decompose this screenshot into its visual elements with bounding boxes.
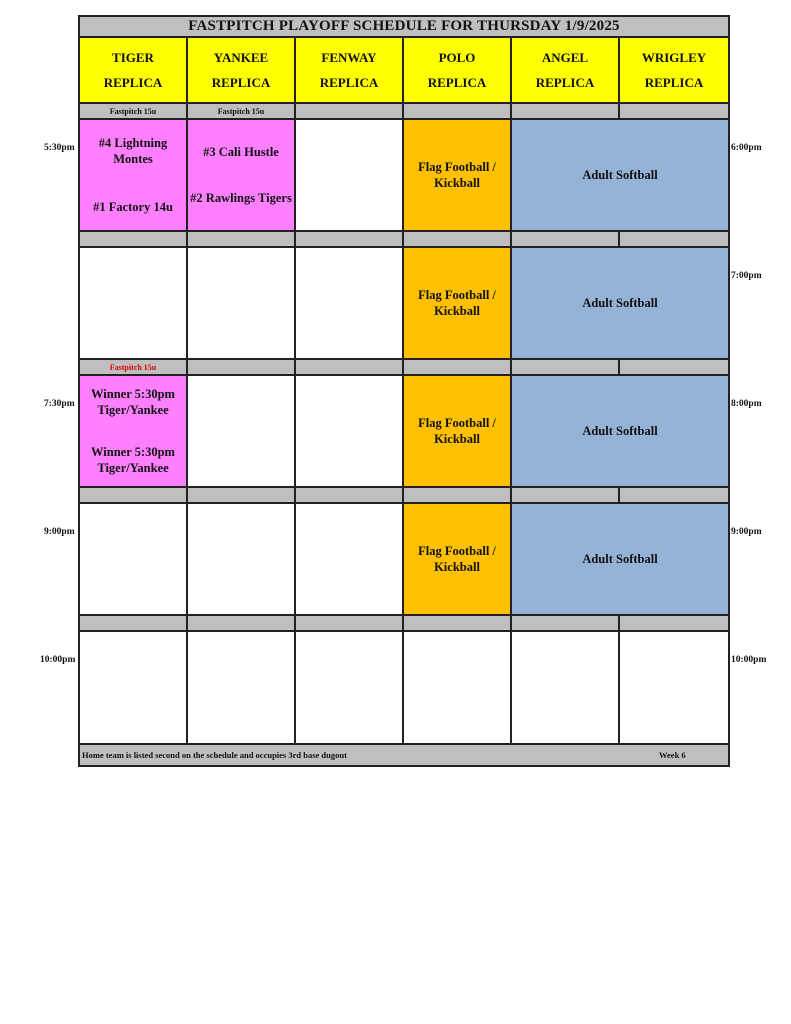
- flag-football-slot: Flag Football / Kickball: [404, 248, 512, 360]
- empty-slot: [188, 632, 296, 743]
- home-team: Winner 5:30pm Tiger/Yankee: [91, 445, 175, 475]
- schedule-title: FASTPITCH PLAYOFF SCHEDULE FOR THURSDAY 1/9/2025: [80, 17, 728, 38]
- division-label: Fastpitch 15u: [80, 360, 188, 376]
- flag-football-slot: Flag Football / Kickball: [404, 504, 512, 616]
- away-team: Winner 5:30pm Tiger/Yankee: [91, 387, 175, 417]
- flag-football-slot: Flag Football / Kickball: [404, 376, 512, 488]
- separator-cell: [188, 616, 296, 632]
- time-label-right: 6:00pm: [731, 143, 762, 153]
- division-label: Fastpitch 15u: [188, 104, 296, 120]
- separator-cell: [404, 616, 512, 632]
- home-team: #2 Rawlings Tigers: [190, 191, 292, 205]
- field-name: TIGER: [112, 49, 154, 65]
- separator-cell: [620, 232, 728, 248]
- separator-cell: [620, 104, 728, 120]
- division-label: Fastpitch 15u: [80, 104, 188, 120]
- field-name: FENWAY: [321, 49, 377, 65]
- separator-cell: [296, 488, 404, 504]
- away-team: #3 Cali Hustle: [203, 145, 279, 159]
- time-label-right: 7:00pm: [731, 271, 762, 281]
- separator-cell: [296, 616, 404, 632]
- field-name: YANKEE: [213, 49, 269, 65]
- separator-cell: [620, 488, 728, 504]
- separator-cell: [80, 232, 188, 248]
- empty-slot: [296, 504, 404, 616]
- empty-slot: [188, 248, 296, 360]
- separator-cell: [404, 488, 512, 504]
- separator-cell: [512, 360, 620, 376]
- empty-slot: [620, 632, 728, 743]
- separator-cell: [188, 488, 296, 504]
- empty-slot: [80, 248, 188, 360]
- separator-cell: [188, 360, 296, 376]
- field-header-yankee: [188, 38, 296, 104]
- empty-slot: [80, 632, 188, 743]
- field-name: ANGEL: [541, 49, 589, 65]
- field-sub: REPLICA: [319, 74, 379, 90]
- adult-softball-slot: Adult Softball: [512, 376, 728, 488]
- separator-cell: [296, 104, 404, 120]
- time-label-left: 9:00pm: [44, 527, 75, 537]
- field-sub: REPLICA: [644, 74, 704, 90]
- separator-cell: [404, 232, 512, 248]
- separator-cell: [188, 232, 296, 248]
- schedule-footer: [80, 743, 728, 765]
- home-team: #1 Factory 14u: [93, 200, 173, 214]
- field-header-polo: [404, 38, 512, 104]
- separator-cell: [296, 232, 404, 248]
- empty-slot: [80, 504, 188, 616]
- game-slot-yankee-530: [188, 120, 296, 232]
- footer-note: Home team is listed second on the schedule and occupies 3rd base dugout: [82, 750, 347, 760]
- footer-week: Week 6: [659, 750, 686, 760]
- adult-softball-slot: Adult Softball: [512, 120, 728, 232]
- time-label-right: 9:00pm: [731, 527, 762, 537]
- empty-slot: [296, 120, 404, 232]
- time-label-left: 7:30pm: [44, 399, 75, 409]
- empty-slot: [296, 632, 404, 743]
- empty-slot: [188, 504, 296, 616]
- empty-slot: [296, 248, 404, 360]
- time-label-right: 8:00pm: [731, 399, 762, 409]
- game-slot-tiger-730: [80, 376, 188, 488]
- field-header-wrigley: [620, 38, 728, 104]
- separator-cell: [512, 232, 620, 248]
- separator-cell: [512, 104, 620, 120]
- separator-cell: [404, 360, 512, 376]
- empty-slot: [296, 376, 404, 488]
- separator-cell: [512, 488, 620, 504]
- separator-cell: [512, 616, 620, 632]
- field-name: WRIGLEY: [641, 49, 707, 65]
- separator-cell: [620, 616, 728, 632]
- empty-slot: [512, 632, 620, 743]
- separator-cell: [404, 104, 512, 120]
- field-sub: REPLICA: [427, 74, 487, 90]
- time-label-right: 10:00pm: [731, 655, 767, 665]
- field-sub: REPLICA: [103, 74, 163, 90]
- empty-slot: [188, 376, 296, 488]
- field-sub: REPLICA: [535, 74, 595, 90]
- flag-football-slot: Flag Football / Kickball: [404, 120, 512, 232]
- empty-slot: [404, 632, 512, 743]
- field-sub: REPLICA: [211, 74, 271, 90]
- adult-softball-slot: Adult Softball: [512, 504, 728, 616]
- separator-cell: [80, 616, 188, 632]
- separator-cell: [80, 488, 188, 504]
- field-header-tiger: [80, 38, 188, 104]
- time-label-left: 5:30pm: [44, 143, 75, 153]
- away-team: #4 Lightning Montes: [98, 136, 168, 166]
- field-header-angel: [512, 38, 620, 104]
- field-name: POLO: [438, 49, 476, 65]
- adult-softball-slot: Adult Softball: [512, 248, 728, 360]
- time-label-left: 10:00pm: [40, 655, 76, 665]
- separator-cell: [620, 360, 728, 376]
- separator-cell: [296, 360, 404, 376]
- field-header-fenway: [296, 38, 404, 104]
- game-slot-tiger-530: [80, 120, 188, 232]
